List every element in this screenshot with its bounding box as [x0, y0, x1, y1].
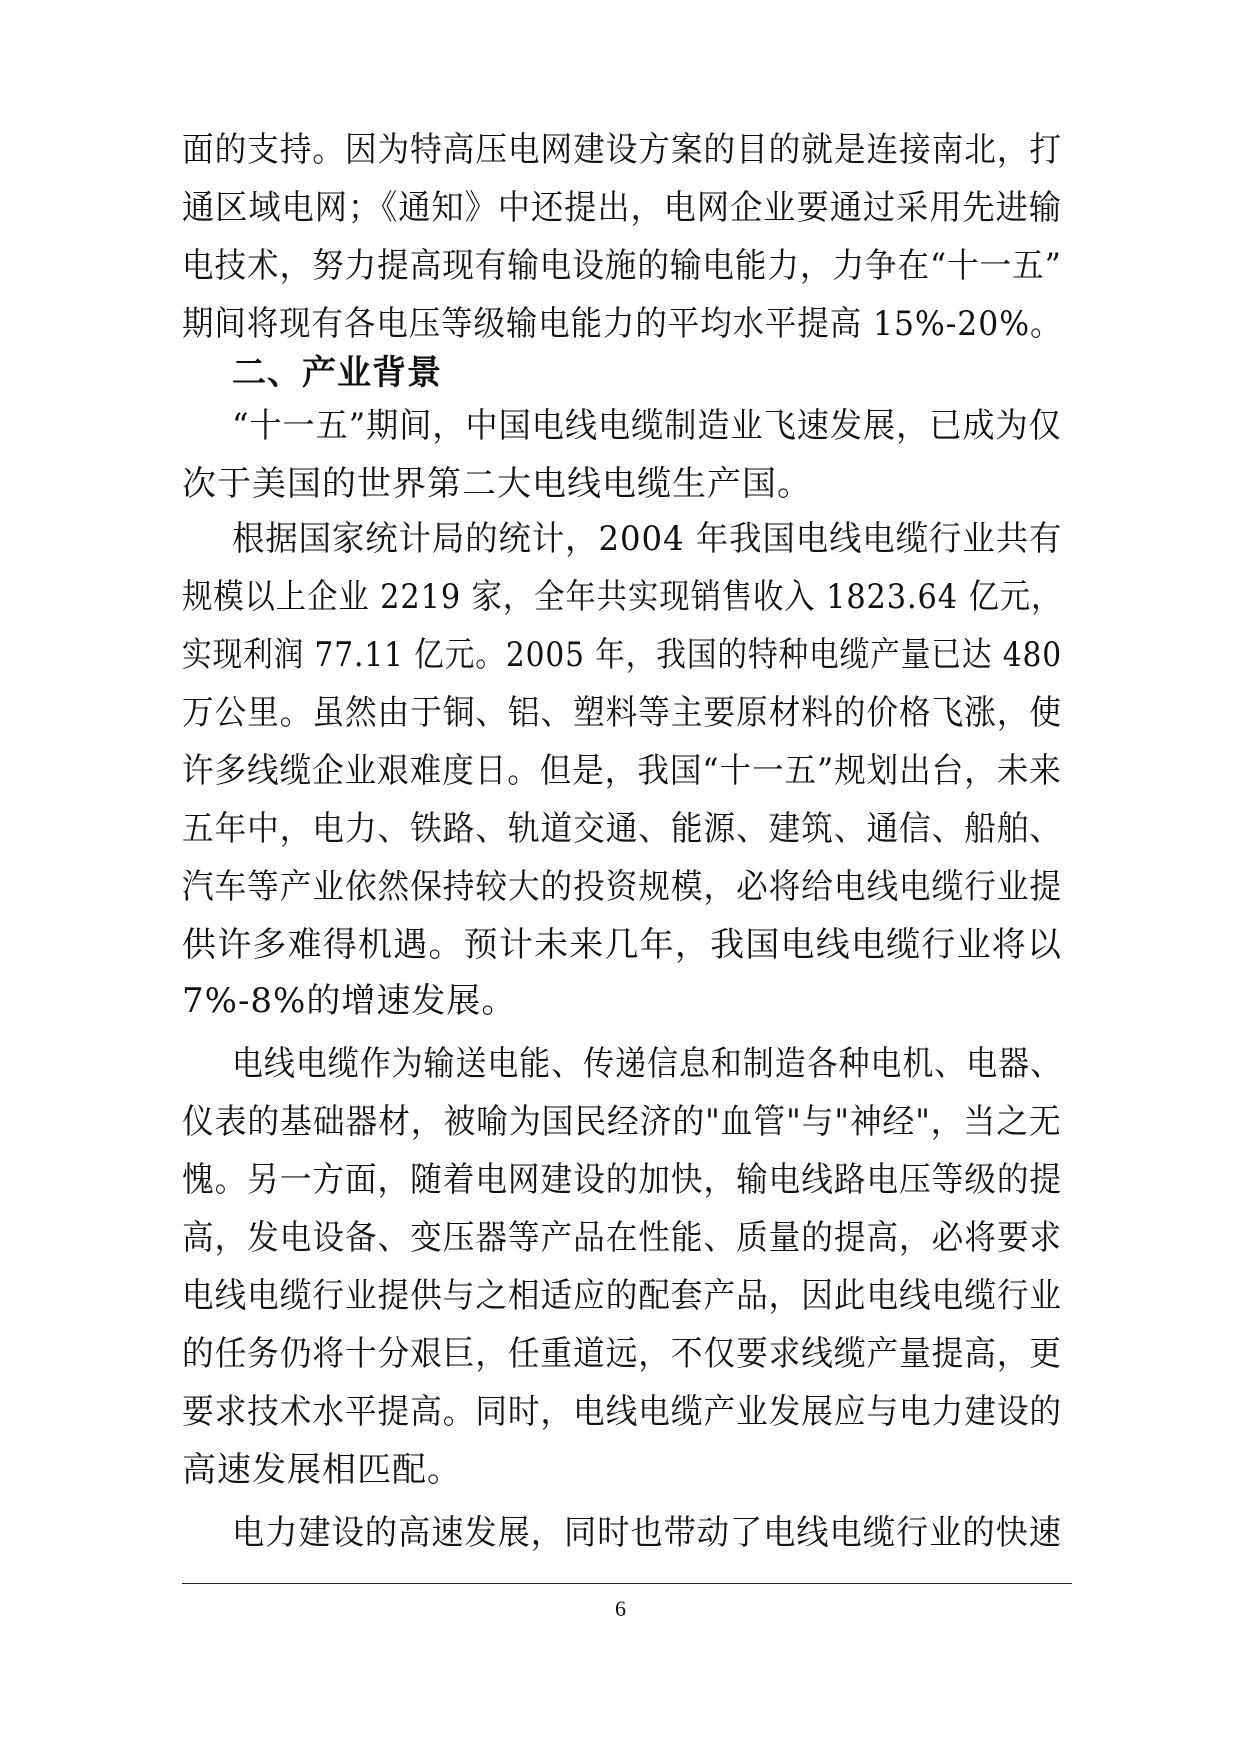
text-line: “十一五”期间，中国电线电缆制造业飞速发展，已成为仅 [232, 406, 1062, 446]
text-line: 次于美国的世界第二大电线电缆生产国。 [182, 464, 812, 504]
text-line: 愧。另一方面，随着电网建设的加快，输电线路电压等级的提 [182, 1160, 1062, 1200]
text-line: 7%-8%的增速发展。 [182, 981, 517, 1021]
text-line: 万公里。虽然由于铜、铝、塑料等主要原材料的价格飞涨，使 [182, 693, 1062, 733]
text-line: 电力建设的高速发展，同时也带动了电线电缆行业的快速 [232, 1513, 1062, 1553]
text-line: 五年中，电力、铁路、轨道交通、能源、建筑、通信、船舶、 [182, 809, 1062, 849]
footer-divider [182, 1583, 1072, 1584]
text-line: 电线电缆作为输送电能、传递信息和制造各种电机、电器、 [232, 1044, 1062, 1084]
text-line: 供许多难得机遇。预计未来几年，我国电线电缆行业将以 [182, 925, 1063, 965]
text-line: 电线电缆行业提供与之相适应的配套产品，因此电线电缆行业 [182, 1276, 1062, 1316]
text-line: 规模以上企业 2219 家，全年共实现销售收入 1823.64 亿元， [182, 577, 1063, 617]
text-line: 实现利润 77.11 亿元。2005 年，我国的特种电缆产量已达 480 [182, 635, 1062, 675]
text-line: 高，发电设备、变压器等产品在性能、质量的提高，必将要求 [182, 1218, 1062, 1258]
text-line: 要求技术水平提高。同时，电线电缆产业发展应与电力建设的 [182, 1392, 1062, 1432]
text-line: 通区域电网；《通知》中还提出，电网企业要通过采用先进输 [182, 188, 1062, 228]
text-line: 许多线缆企业艰难度日。但是，我国“十一五”规划出台，未来 [182, 751, 1062, 791]
text-line: 高速发展相匹配。 [182, 1450, 462, 1490]
text-line: 根据国家统计局的统计，2004 年我国电线电缆行业共有 [232, 519, 1063, 559]
text-line: 汽车等产业依然保持较大的投资规模，必将给电线电缆行业提 [182, 867, 1062, 907]
section-heading: 二、产业背景 [232, 353, 442, 393]
text-line: 电技术，努力提高现有输电设施的输电能力，力争在“十一五” [182, 246, 1062, 286]
text-line: 的任务仍将十分艰巨，任重道远，不仅要求线缆产量提高，更 [182, 1334, 1062, 1374]
text-line: 面的支持。因为特高压电网建设方案的目的就是连接南北，打 [182, 130, 1062, 170]
page-number: 6 [615, 1596, 626, 1621]
text-line: 仪表的基础器材，被喻为国民经济的"血管"与"神经"，当之无 [182, 1102, 1062, 1142]
text-line: 期间将现有各电压等级输电能力的平均水平提高 15%-20%。 [182, 304, 1063, 344]
